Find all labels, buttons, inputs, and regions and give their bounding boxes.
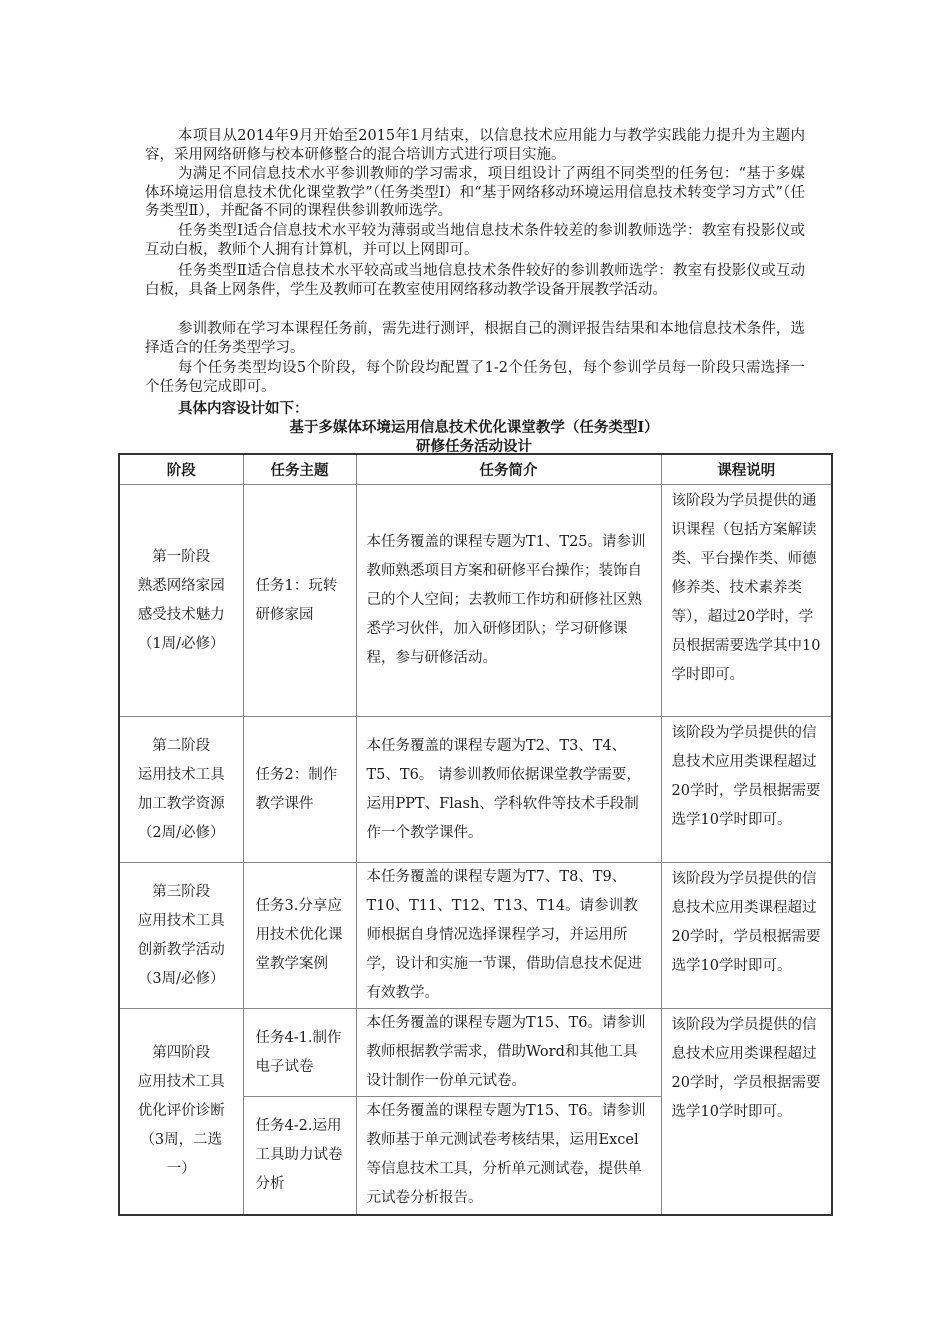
intro-cell	[356, 1009, 661, 1097]
stage-cell	[119, 1009, 243, 1215]
intro-paragraph-2: 为满足不同信息技术水平参训教师的学习需求，项目组设计了两组不同类型的任务包：“基于多媒体环境运用信息技术优化课堂教学”（任务类型Ⅰ）和“基于网络移动环境运用信息技术转变学习方式”（任务类型Ⅱ），并配备不同的课程供参训教师选学。	[145, 166, 805, 220]
intro-text: 本任务覆盖的课程专题为T15、T6。请参训教师基于单元测试卷考核结果，运用Excel等信息技术工具，分析单元测试卷，提供单元试卷分析报告。	[366, 1103, 646, 1207]
intro-paragraph-4: 任务类型Ⅱ适合信息技术水平较高或当地信息技术条件较好的参训教师选学：教室有投影仪或互动白板，具备上网条件，学生及教师可在教室使用网络移动教学设备开展教学活动。	[145, 263, 805, 298]
note-cell	[661, 863, 832, 1009]
topic-cell	[243, 717, 356, 863]
topic-text: 任务3.分享应用技术优化课堂教学案例	[255, 898, 343, 972]
intro-cell	[356, 485, 661, 717]
note-text: 该阶段为学员提供的信息技术应用类课程超过20学时，学员根据需要选学10学时即可。	[671, 1017, 821, 1120]
intro-text: 本任务覆盖的课程专题为T2、T3、T4、T5、T6。 请参训教师依据课堂教学需要，运用PPT、Flash、学科软件等技术手段制作一个教学课件。	[366, 737, 641, 841]
note-cell	[661, 717, 832, 863]
topic-text: 任务4-2.运用工具助力试卷分析	[255, 1117, 343, 1192]
note-text: 该阶段为学员提供的信息技术应用类课程超过20学时，学员根据需要选学10学时即可。	[671, 725, 821, 828]
topic-text: 任务2：制作教学课件	[255, 766, 338, 812]
intro-text: 本任务覆盖的课程专题为T15、T6。请参训教师根据教学需求，借助Word和其他工具设计制作一份单元试卷。	[366, 1015, 646, 1089]
stage-cell	[119, 863, 243, 1009]
intro-paragraph-5: 参训教师在学习本课程任务前，需先进行测评，根据自己的测评报告结果和本地信息技术条件，选择适合的任务类型学习。	[145, 321, 805, 356]
task-design-table	[118, 453, 833, 1216]
note-cell	[661, 485, 832, 717]
intro-paragraph-6: 每个任务类型均设5个阶段，每个阶段均配置了1-2个任务包，每个参训学员每一阶段只需选择一个任务包完成即可。	[145, 360, 805, 395]
intro-cell	[356, 863, 661, 1009]
note-cell	[661, 1009, 832, 1215]
intro-paragraph-3: 任务类型Ⅰ适合信息技术水平较为薄弱或当地信息技术条件较差的参训教师选学：教室有投影仪或互动白板，教师个人拥有计算机，并可以上网即可。	[145, 223, 805, 258]
intro-cell	[356, 717, 661, 863]
table-row	[119, 863, 832, 1009]
stage-text: 第一阶段 熟悉网络家园 感受技术魅力 （1周/必修）	[137, 548, 225, 652]
header-intro: 任务简介	[356, 454, 661, 485]
stage-cell	[119, 485, 243, 717]
header-note: 课程说明	[661, 454, 832, 485]
topic-text: 任务4-1.制作电子试卷	[255, 1029, 342, 1075]
note-text: 该阶段为学员提供的信息技术应用类课程超过20学时，学员根据需要选学10学时即可。	[671, 871, 821, 974]
topic-cell	[243, 1097, 356, 1215]
stage-text: 第四阶段 应用技术工具 优化评价诊断 （3周，二选一）	[137, 1044, 225, 1177]
table-row	[119, 485, 832, 717]
intro-text: 本任务覆盖的课程专题为T1、T25。请参训教师熟悉项目方案和研修平台操作；装饰自己的个人空间；去教师工作坊和研修社区熟悉学习伙伴，加入研修团队；学习研修课程，参与研修活动。	[366, 534, 646, 666]
stage-text: 第二阶段 运用技术工具 加工教学资源 （2周/必修）	[137, 737, 225, 841]
header-topic: 任务主题	[243, 454, 356, 485]
intro-cell	[356, 1097, 661, 1215]
header-stage: 阶段	[119, 454, 243, 485]
note-text: 该阶段为学员提供的通识课程（包括方案解读类、平台操作类、师德修养类、技术素养类等），超过20学时，学员根据需要选学其中10学时即可。	[671, 493, 821, 683]
table-title: 基于多媒体环境运用信息技术优化课堂教学（任务类型Ⅰ）	[289, 419, 659, 436]
intro-paragraph-1: 本项目从2014年9月开始至2015年1月结束，以信息技术应用能力与教学实践能力提升为主题内容，采用网络研修与校本研修整合的混合培训方式进行项目实施。	[145, 128, 805, 163]
table-header-row	[119, 454, 832, 485]
table-subtitle: 研修任务活动设计	[416, 438, 532, 455]
topic-cell	[243, 485, 356, 717]
topic-cell	[243, 1009, 356, 1097]
intro-text: 本任务覆盖的课程专题为T7、T8、T9、T10、T11、T12、T13、T14。请参训教师根据自身情况选择课程学习，并运用所学，设计和实施一节课，借助信息技术促进有效教学。	[366, 869, 642, 1001]
table-row	[119, 1009, 832, 1097]
table-row	[119, 717, 832, 863]
content-lead: 具体内容设计如下：	[178, 400, 309, 417]
topic-text: 任务1：玩转研修家园	[255, 577, 338, 623]
stage-cell	[119, 717, 243, 863]
topic-cell	[243, 863, 356, 1009]
stage-text: 第三阶段 应用技术工具 创新教学活动 （3周/必修）	[137, 883, 225, 987]
